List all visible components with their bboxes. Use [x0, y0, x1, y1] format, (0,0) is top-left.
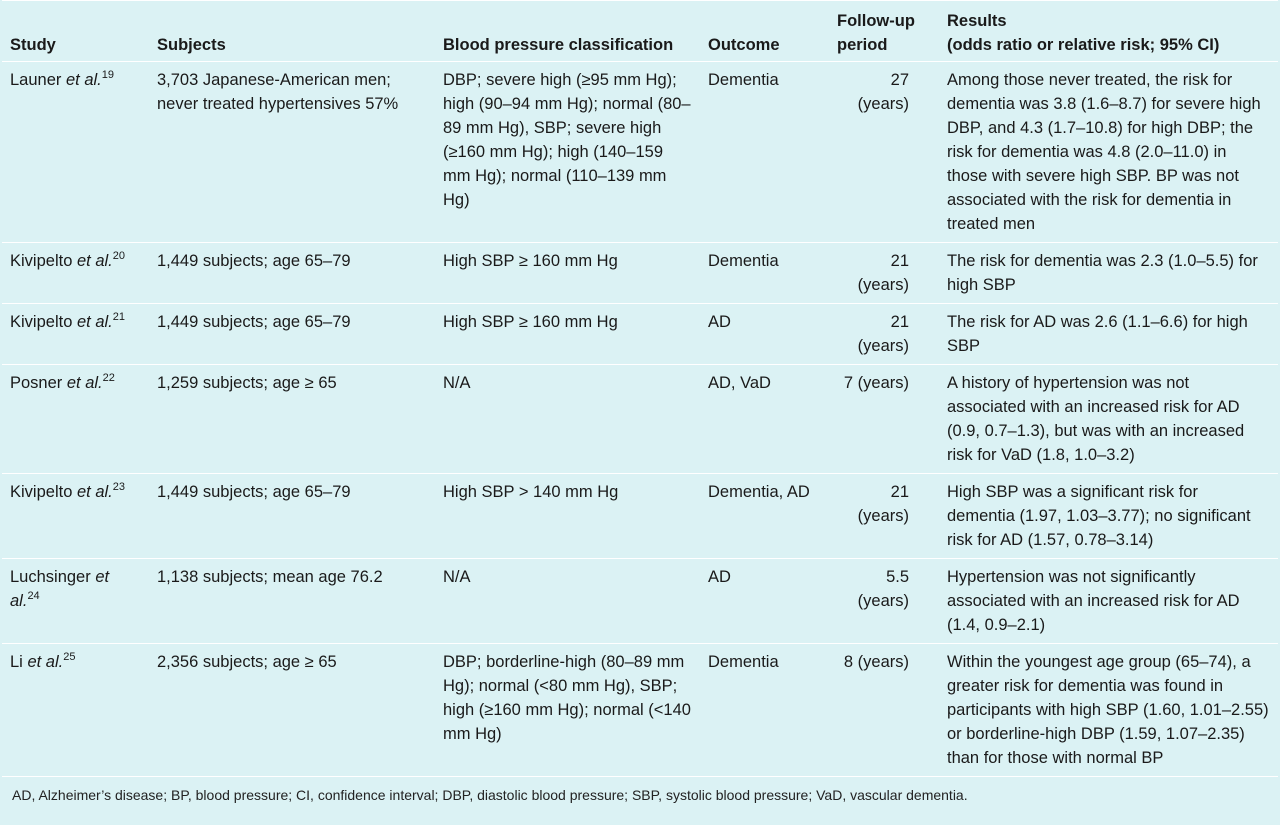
cell-results: Among those never treated, the risk for dementia was 3.8 (1.6–8.7) for severe high DBP, and 4.3 (1.7–10.8) for high DBP; the risk for dementia was 4.8 (2.0–11.0) in those with severe high SBP. BP was not associated with the risk for dementia in treated men [939, 62, 1278, 243]
cell-etal: et al. [10, 568, 110, 610]
cell-study [2, 243, 149, 304]
cell-bp-classification: DBP; borderline-high (80–89 mm Hg); normal (<80 mm Hg), SBP; high (≥160 mm Hg); normal (<140 mm Hg) [435, 644, 700, 777]
cell-bp-classification: DBP; severe high (≥95 mm Hg); high (90–94 mm Hg); normal (80–89 mm Hg), SBP; severe high (≥160 mm Hg); high (140–159 mm Hg); normal (110–139 mm Hg) [435, 62, 700, 243]
cell-follow-up-period: 21 (years) [829, 304, 939, 365]
cell-outcome: Dementia [700, 644, 829, 777]
cell-etal: et al. [27, 653, 64, 671]
cell-follow-up-period: 8 (years) [829, 644, 939, 777]
table-row [2, 474, 1278, 559]
cell-ref: 22 [102, 371, 115, 384]
cell-outcome: Dementia, AD [700, 474, 829, 559]
cell-etal: et al. [76, 483, 113, 501]
cell-results: The risk for AD was 2.6 (1.1–6.6) for high SBP [939, 304, 1278, 365]
cell-author: Posner [10, 374, 63, 392]
cell-study [2, 474, 149, 559]
table-row [2, 243, 1278, 304]
cell-follow-up-period: 27 (years) [829, 62, 939, 243]
header-subjects: Subjects [149, 1, 435, 62]
cell-study [2, 365, 149, 474]
cell-results: A history of hypertension was not associated with an increased risk for AD (0.9, 0.7–1.3), but was with an increased risk for VaD (1.8, 1.0–3.2) [939, 365, 1278, 474]
cell-study [2, 304, 149, 365]
cell-follow-up-period: 5.5 (years) [829, 559, 939, 644]
cell-bp-classification: High SBP ≥ 160 mm Hg [435, 243, 700, 304]
cell-subjects: 1,449 subjects; age 65–79 [149, 304, 435, 365]
cell-results: The risk for dementia was 2.3 (1.0–5.5) for high SBP [939, 243, 1278, 304]
header-study: Study [2, 1, 149, 62]
table-row [2, 644, 1278, 777]
cell-results: High SBP was a significant risk for dementia (1.97, 1.03–3.77); no significant risk for AD (1.57, 0.78–3.14) [939, 474, 1278, 559]
cell-etal: et al. [66, 374, 103, 392]
cell-subjects: 3,703 Japanese-American men; never treated hypertensives 57% [149, 62, 435, 243]
table-row [2, 304, 1278, 365]
cell-results: Within the youngest age group (65–74), a greater risk for dementia was found in participants with high SBP (1.60, 1.01–2.55) or borderline-high DBP (1.59, 1.07–2.35) than for those with normal BP [939, 644, 1278, 777]
cell-author: Launer [10, 71, 62, 89]
cell-bp-classification: N/A [435, 365, 700, 474]
cell-follow-up-period: 21 (years) [829, 243, 939, 304]
cell-outcome: AD [700, 559, 829, 644]
table-footnote: AD, Alzheimer’s disease; BP, blood pressure; CI, confidence interval; DBP, diastolic blood pressure; SBP, systolic blood pressure; VaD, vascular dementia. [12, 787, 968, 803]
cell-author: Luchsinger [10, 568, 91, 586]
cell-ref: 24 [27, 589, 40, 602]
cell-follow-up-period: 7 (years) [829, 365, 939, 474]
cell-author: Kivipelto [10, 313, 73, 331]
cell-bp-classification: High SBP > 140 mm Hg [435, 474, 700, 559]
cell-author: Kivipelto [10, 252, 73, 270]
cell-outcome: Dementia [700, 243, 829, 304]
cell-study [2, 644, 149, 777]
cell-subjects: 1,259 subjects; age ≥ 65 [149, 365, 435, 474]
header-results: Results (odds ratio or relative risk; 95% CI) [939, 1, 1278, 62]
cell-author: Kivipelto [10, 483, 73, 501]
cell-ref: 21 [112, 310, 125, 323]
cell-author: Li [10, 653, 23, 671]
cell-outcome: Dementia [700, 62, 829, 243]
cell-etal: et al. [76, 252, 113, 270]
header-bp-classification: Blood pressure classification [435, 1, 700, 62]
cell-etal: et al. [76, 313, 113, 331]
cell-outcome: AD [700, 304, 829, 365]
cell-ref: 23 [112, 480, 125, 493]
cell-etal: et al. [65, 71, 102, 89]
cell-outcome: AD, VaD [700, 365, 829, 474]
table-header-row [2, 1, 1278, 62]
cell-follow-up-period: 21 (years) [829, 474, 939, 559]
cell-ref: 19 [101, 68, 115, 81]
header-outcome: Outcome [700, 1, 829, 62]
cell-study [2, 559, 149, 644]
cell-bp-classification: High SBP ≥ 160 mm Hg [435, 304, 700, 365]
header-follow-up-period: Follow-up period [829, 1, 939, 62]
cell-ref: 20 [112, 249, 125, 262]
cell-subjects: 1,449 subjects; age 65–79 [149, 474, 435, 559]
cell-ref: 25 [63, 650, 76, 663]
cell-study [2, 62, 149, 243]
cell-subjects: 2,356 subjects; age ≥ 65 [149, 644, 435, 777]
cell-bp-classification: N/A [435, 559, 700, 644]
table-row [2, 559, 1278, 644]
table-row [2, 62, 1278, 243]
studies-table [2, 1, 1278, 777]
table-row [2, 365, 1278, 474]
cell-results: Hypertension was not significantly associated with an increased risk for AD (1.4, 0.9–2.1) [939, 559, 1278, 644]
cell-subjects: 1,138 subjects; mean age 76.2 [149, 559, 435, 644]
cell-subjects: 1,449 subjects; age 65–79 [149, 243, 435, 304]
